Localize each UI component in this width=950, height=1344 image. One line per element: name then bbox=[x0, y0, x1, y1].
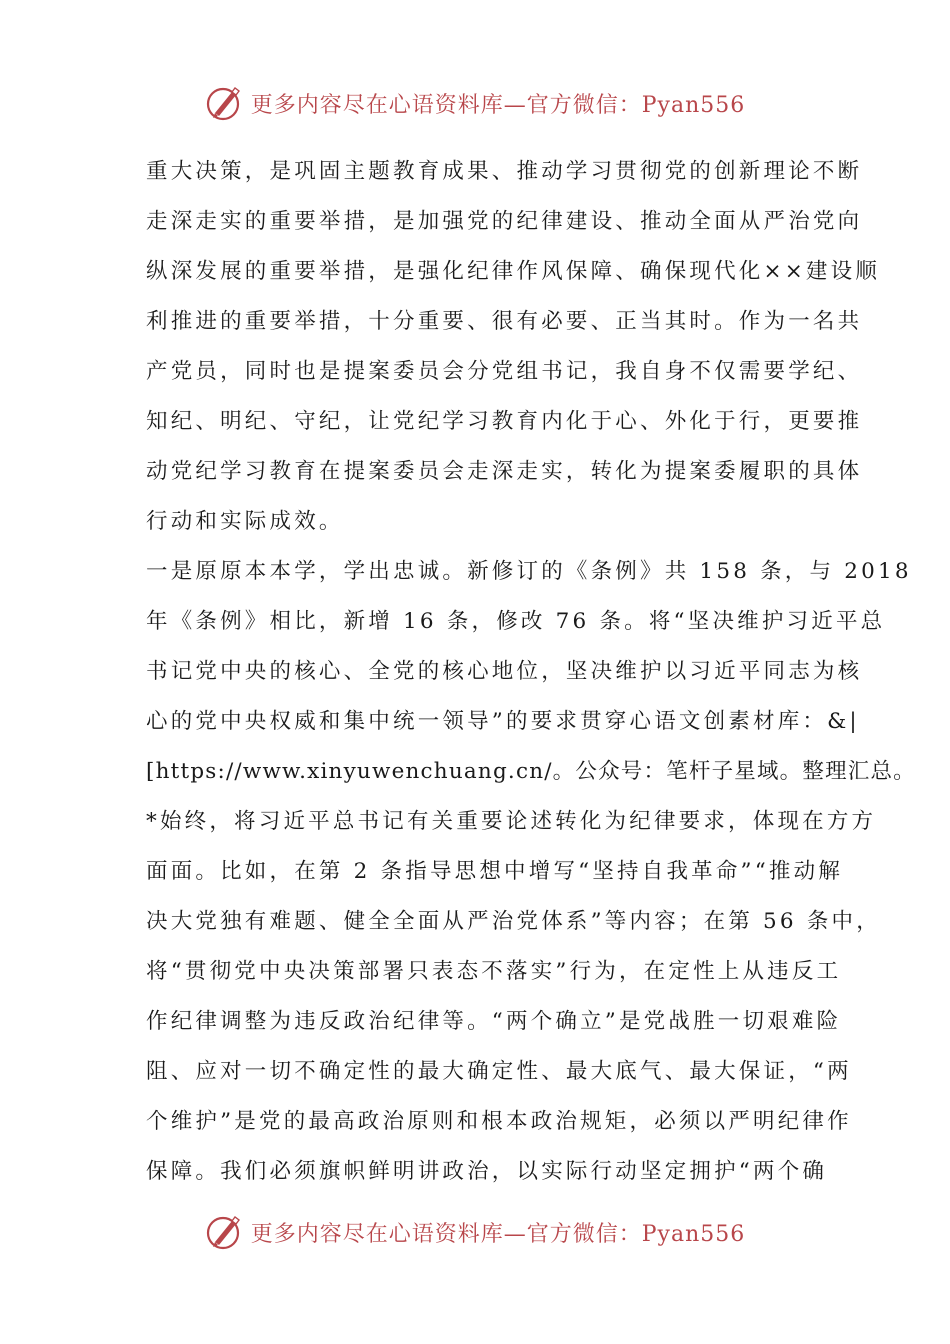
paragraph-intro bbox=[146, 147, 881, 547]
text-line: 利推进的重要举措，十分重要、很有必要、正当其时。作为一名共 bbox=[146, 309, 863, 334]
pen-logo-icon bbox=[205, 83, 245, 123]
text-line: 面面。比如，在第 2 条指导思想中增写“坚持自我革命”“推动解 bbox=[146, 859, 844, 884]
text-line: 走深走实的重要举措，是加强党的纪律建设、推动全面从严治党向 bbox=[146, 209, 863, 234]
text-line: [https://www.xinyuwenchuang.cn/。公众号：笔杆子星域。整理汇总。 bbox=[146, 759, 916, 784]
text-line: 重大决策，是巩固主题教育成果、推动学习贯彻党的创新理论不断 bbox=[146, 159, 863, 184]
text-line: 将“贯彻党中央决策部署只表态不落实”行为，在定性上从违反工 bbox=[146, 959, 842, 984]
text-line: 一是原原本本学，学出忠诚。新修订的《条例》共 158 条，与 2018 bbox=[146, 559, 912, 584]
text-line: 个维护”是党的最高政治原则和根本政治规矩，必须以严明纪律作 bbox=[146, 1109, 852, 1134]
text-line: 书记党中央的核心、全党的核心地位，坚决维护以习近平同志为核 bbox=[146, 659, 863, 684]
text-line: 行动和实际成效。 bbox=[146, 509, 344, 534]
text-line: 心的党中央权威和集中统一领导”的要求贯穿心语文创素材库：&| bbox=[146, 709, 860, 734]
text-line: 纵深发展的重要举措，是强化纪律作风保障、确保现代化××建设顺 bbox=[146, 259, 881, 284]
paragraph-study bbox=[146, 547, 916, 1197]
header-banner bbox=[0, 80, 950, 126]
banner-text: 更多内容尽在心语资料库—官方微信：Pyan556 bbox=[250, 92, 746, 118]
text-line: 决大党独有难题、健全全面从严治党体系”等内容；在第 56 条中， bbox=[146, 909, 881, 934]
text-line: 动党纪学习教育在提案委员会走深走实，转化为提案委履职的具体 bbox=[146, 459, 863, 484]
text-line: 知纪、明纪、守纪，让党纪学习教育内化于心、外化于行，更要推 bbox=[146, 409, 863, 434]
text-line: *始终，将习近平总书记有关重要论述转化为纪律要求，体现在方方 bbox=[146, 809, 877, 834]
pen-logo-icon bbox=[205, 1212, 245, 1252]
document-body bbox=[146, 147, 916, 1197]
text-line: 产党员，同时也是提案委员会分党组书记，我自身不仅需要学纪、 bbox=[146, 359, 863, 384]
text-line: 年《条例》相比，新增 16 条，修改 76 条。将“坚决维护习近平总 bbox=[146, 609, 886, 634]
text-line: 作纪律调整为违反政治纪律等。“两个确立”是党战胜一切艰难险 bbox=[146, 1009, 842, 1034]
banner-text: 更多内容尽在心语资料库—官方微信：Pyan556 bbox=[250, 1221, 746, 1247]
footer-banner bbox=[0, 1209, 950, 1255]
text-line: 阻、应对一切不确定性的最大确定性、最大底气、最大保证，“两 bbox=[146, 1059, 852, 1084]
text-line: 保障。我们必须旗帜鲜明讲政治，以实际行动坚定拥护“两个确 bbox=[146, 1159, 828, 1184]
